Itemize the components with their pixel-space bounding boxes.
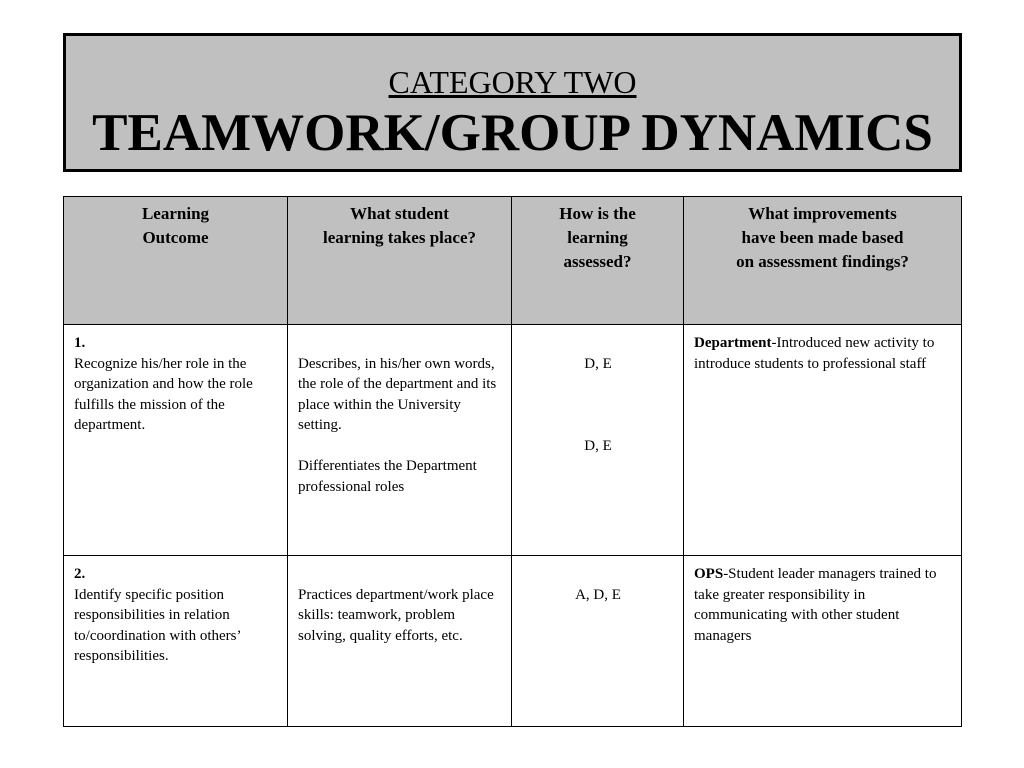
outcome-text: Identify specific position responsibilities in relation to/coordination with others’ responsibilities. [74, 586, 241, 664]
assessment-text: D, E [584, 355, 612, 372]
header-student-learning [288, 197, 512, 325]
header-line: Learning [141, 204, 210, 223]
learning-cell [288, 325, 512, 556]
header-line: on assessment findings? [736, 252, 909, 271]
header-assessment [512, 197, 684, 325]
outcome-text: Recognize his/her role in the organization and how the role fulfills the mission of the department. [74, 355, 253, 433]
assessment-text: D, E [584, 437, 612, 454]
header-line: What improvements [748, 204, 897, 223]
table-row [64, 325, 962, 556]
header-improvements [684, 197, 962, 325]
category-subtitle: CATEGORY TWO [388, 64, 637, 100]
header-line: learning takes place? [323, 228, 476, 247]
outcome-cell [64, 556, 288, 727]
category-title: TEAMWORK/GROUP DYNAMICS [92, 104, 933, 162]
assessment-table [63, 196, 962, 727]
header-line: assessed? [563, 252, 632, 271]
header-line: have been made based [741, 228, 904, 247]
header-line: How is the [559, 204, 636, 223]
improvement-cell [684, 556, 962, 727]
assessment-cell [512, 556, 684, 727]
header-line: What student [350, 204, 449, 223]
improvement-text: -Student leader managers trained to take greater responsibility in communicating with other student managers [694, 566, 937, 644]
improvement-cell [684, 325, 962, 556]
improvement-unit: Department [694, 335, 772, 351]
outcome-number: 1. [74, 335, 86, 351]
table-header-row [64, 197, 962, 325]
learning-cell [288, 556, 512, 727]
outcome-cell [64, 325, 288, 556]
outcome-number: 2. [74, 566, 86, 582]
header-line: learning [567, 228, 628, 247]
assessment-cell [512, 325, 684, 556]
table-row [64, 556, 962, 727]
improvement-text: -Introduced new activity to introduce students to professional staff [694, 335, 935, 372]
improvement-unit: OPS [694, 566, 724, 582]
header-line: Outcome [142, 228, 209, 247]
header-learning-outcome [64, 197, 288, 325]
learning-text: Differentiates the Department professional roles [298, 458, 477, 495]
learning-text: Describes, in his/her own words, the role of the department and its place within the University setting. [298, 355, 497, 433]
category-title-box [63, 33, 962, 172]
learning-text: Practices department/work place skills: teamwork, problem solving, quality efforts, etc. [298, 586, 494, 644]
assessment-text: A, D, E [575, 586, 621, 603]
